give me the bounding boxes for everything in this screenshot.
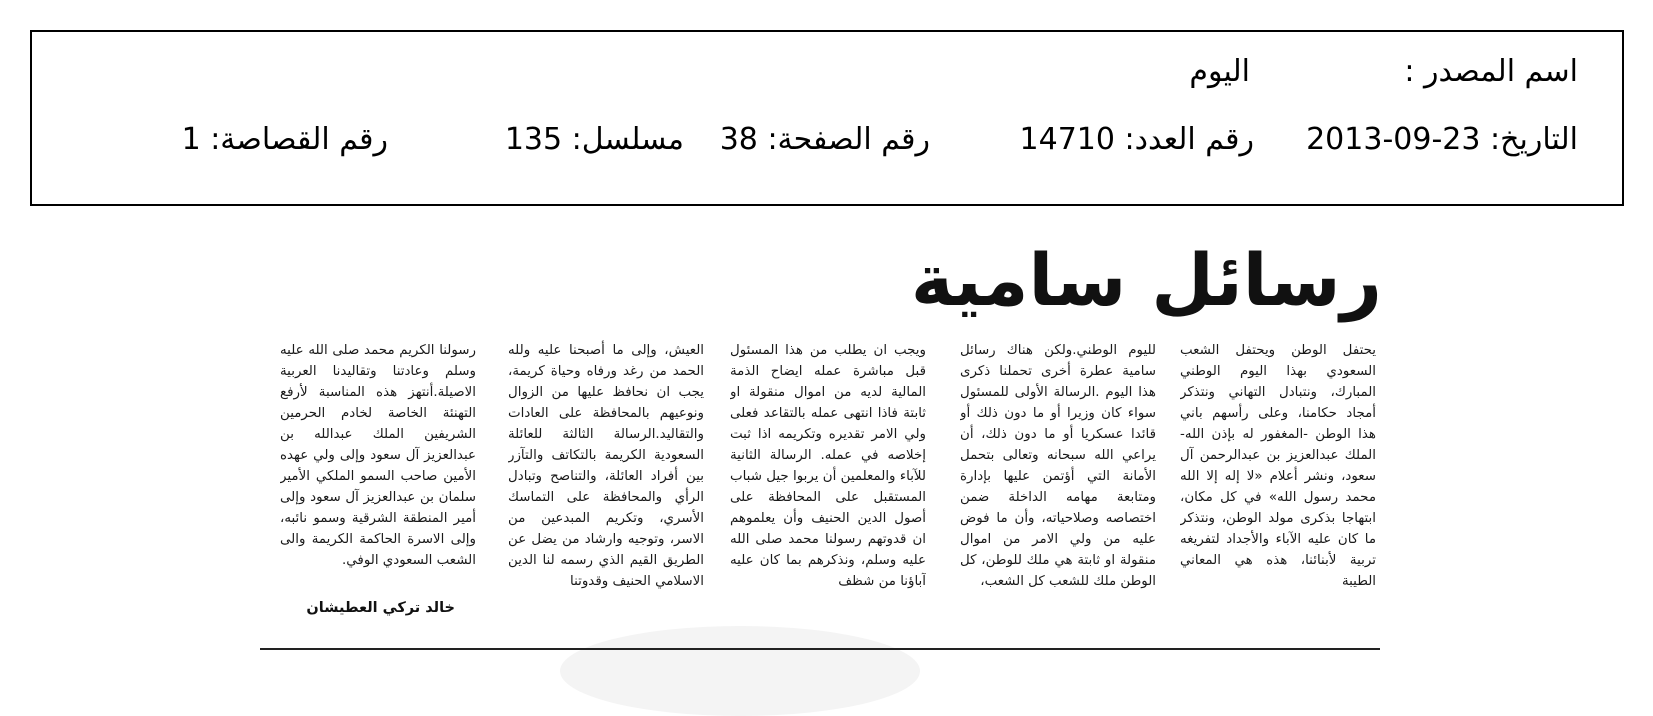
- page-number: رقم الصفحة: 38: [719, 122, 930, 157]
- issue-number: رقم العدد: 14710: [1019, 122, 1254, 157]
- article-column-2: [960, 340, 1156, 632]
- column-text: رسولنا الكريم محمد صلى الله عليه وسلم وعادتنا وتقاليدنا العربية الاصيلة.أنتهز هذه المناسبة لأرفع التهنئة الخاصة لخادم الحرمين الشريفين الملك عبدالله بن عبدالعزيز آل سعود وإلى ولي عهده الأمين صاحب السمو الملكي الأمير سلمان بن عبدالعزيز آل سعود وإلى أمير المنطقة الشرقية وسمو نائبه، وإلى الاسرة الحاكمة الكريمة والى الشعب السعودي الوفي.: [280, 343, 476, 568]
- article-column-1: [1180, 340, 1376, 632]
- article-column-4: [508, 340, 704, 632]
- column-text: يحتفل الوطن ويحتفل الشعب السعودي بهذا اليوم الوطني المبارك، ونتبادل التهاني ونتذكر أمجاد حكامنا، وعلى رأسهم باني هذا الوطن -المغفور له بإذن الله- الملك عبدالعزيز بن عبدالرحمن آل سعود، ونشر أعلام «لا إله إلا الله محمد رسول الله» في كل مكان، ابتهاجا بذكرى مولد الوطن، ونتذكر ما كان عليه الآباء والأجداد لتفريغه تربية لأبنائنا، هذه هي المعاني الطيبة: [1180, 343, 1376, 589]
- bottom-divider: [260, 648, 1380, 650]
- column-text: لليوم الوطني.ولكن هناك رسائل سامية عطرة أخرى تحملنا ذكرى هذا اليوم .الرسالة الأولى للمسئول سواء كان وزيرا أو ما دون ذلك أو قائدا عسكريا أو ما دون ذلك، أن يراعي الله سبحانه وتعالى بتحمل الأمانة التي أؤتمن عليها بإدارة ومتابعة مهامه الداخلة ضمن اختصاصه وصلاحياته، وأن ما فوض عليه من ولي الامر من اموال منقولة او ثابتة هي ملك للوطن، كل الوطن ملك للشعب كل الشعب،: [960, 343, 1156, 589]
- article-column-5: [280, 340, 476, 598]
- article-column-3: [730, 340, 926, 632]
- clip-number: رقم القصاصة: 1: [181, 122, 388, 157]
- background-watermark: [560, 626, 920, 716]
- header-box: [30, 30, 1624, 206]
- serial-number: مسلسل: 135: [504, 122, 684, 157]
- source-value: اليوم: [1189, 54, 1250, 89]
- column-text: العيش، وإلى ما أصبحنا عليه ولله الحمد من رغد ورفاه وحياة كريمة، يجب ان نحافظ عليها من الزوال ونوعيهم بالمحافظة على العادات والتقاليد.الرسالة الثالثة للعائلة السعودية الكريمة بالتكاتف والتآزر بين أفراد العائلة، والتناصح وتبادل الرأي والمحافظة على التماسك الأسري، وتكريم المبدعين من الاسر، وتوجيه وارشاد من يضل عن الطريق القيم الذي رسمه لنا الدين الاسلامي الحنيف وقدوتنا: [508, 343, 704, 589]
- source-label: اسم المصدر :: [1404, 54, 1578, 89]
- author-byline: خالد تركي العطيشان: [306, 600, 455, 616]
- column-text: ويجب ان يطلب من هذا المسئول قبل مباشرة عمله ايضاح الذمة المالية لديه من اموال منقولة او ثابتة فاذا انتهى عمله بالتقاعد فعلى ولي الامر تقديره وتكريمه اذا ثبت إخلاصه في عمله. الرسالة الثانية للآباء والمعلمين أن يربوا جيل شباب المستقبل على المحافظة على أصول الدين الحنيف وأن يعلموهم ان قدوتهم رسولنا محمد صلى الله عليه وسلم، ونذكرهم بما كان عليه آباؤنا من شظف: [730, 343, 926, 589]
- date-field: التاريخ: 23-09-2013: [1306, 122, 1578, 157]
- article-title: رسائل سامية: [910, 238, 1382, 322]
